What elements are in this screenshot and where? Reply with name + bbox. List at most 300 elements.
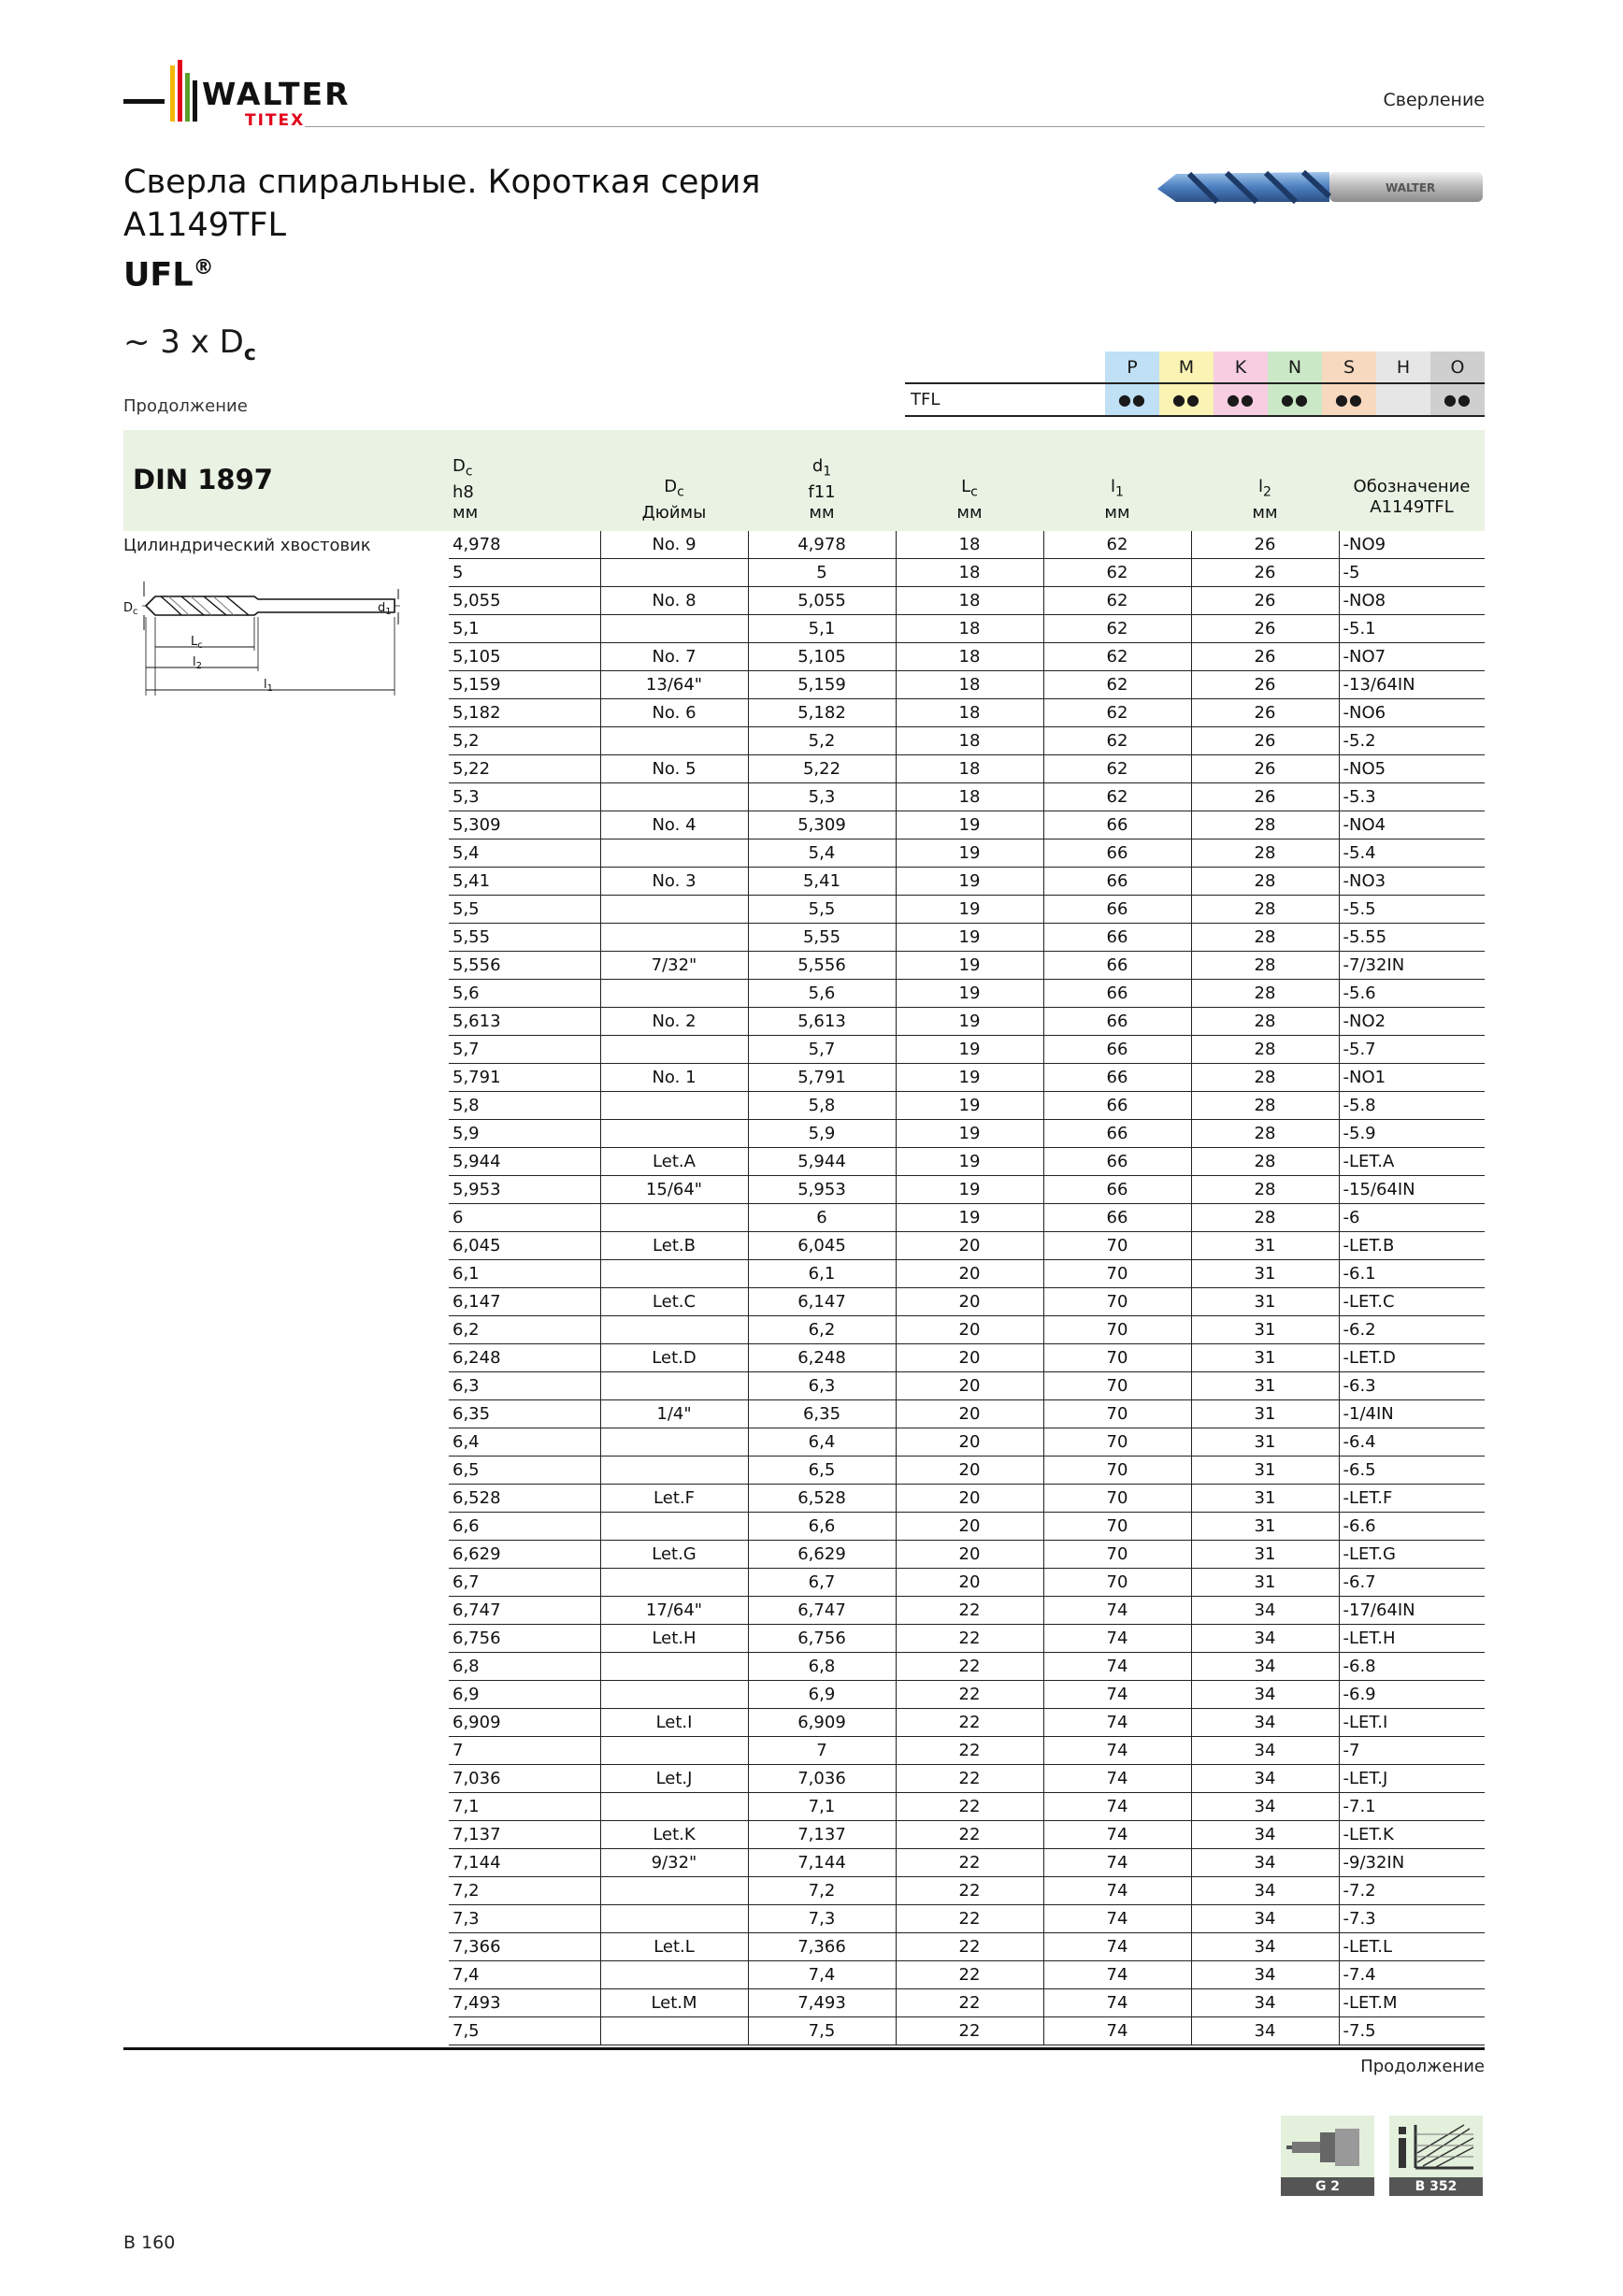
material-rating-p: ●● — [1105, 383, 1159, 416]
table-cell: 22 — [896, 1597, 1043, 1625]
table-cell: 74 — [1043, 1625, 1191, 1653]
table-row — [449, 1821, 1485, 1849]
table-cell: 62 — [1043, 699, 1191, 727]
table-cell — [600, 615, 748, 643]
table-cell: 34 — [1191, 1849, 1339, 1877]
table-cell: -5 — [1339, 559, 1485, 587]
table-cell: 31 — [1191, 1316, 1339, 1344]
table-cell: 5,953 — [748, 1176, 896, 1204]
table-cell: 74 — [1043, 1961, 1191, 1989]
table-cell: 6 — [449, 1204, 600, 1232]
tool-holder-icon[interactable] — [1281, 2116, 1374, 2196]
title-line-1: Сверла спиральные. Короткая серия — [123, 164, 761, 201]
table-cell: 34 — [1191, 1653, 1339, 1681]
table-cell: 5,6 — [748, 980, 896, 1008]
table-cell: 4,978 — [748, 531, 896, 559]
table-cell: 6,756 — [748, 1625, 896, 1653]
table-cell: 5,9 — [449, 1120, 600, 1148]
table-cell: 6,7 — [748, 1569, 896, 1597]
table-cell: 6,7 — [449, 1569, 600, 1597]
table-cell: 6,045 — [748, 1232, 896, 1260]
table-cell: -NO6 — [1339, 699, 1485, 727]
table-cell: 31 — [1191, 1400, 1339, 1428]
header-lc: $L_c$ мм — [956, 477, 983, 523]
table-row — [449, 1653, 1485, 1681]
table-cell: 6,35 — [449, 1400, 600, 1428]
table-cell: 18 — [896, 727, 1043, 755]
table-cell: 66 — [1043, 1008, 1191, 1036]
table-row — [449, 952, 1485, 980]
table-row — [449, 839, 1485, 868]
material-rating-k: ●● — [1214, 383, 1268, 416]
ref-code-g2: G 2 — [1281, 2177, 1374, 2196]
table-cell — [600, 1120, 748, 1148]
table-cell: 74 — [1043, 1849, 1191, 1877]
table-cell: -5.1 — [1339, 615, 1485, 643]
table-cell: 66 — [1043, 1148, 1191, 1176]
table-cell: 31 — [1191, 1541, 1339, 1569]
table-cell: 22 — [896, 1625, 1043, 1653]
table-cell: 6,756 — [449, 1625, 600, 1653]
material-rating-h — [1376, 383, 1430, 416]
table-row — [449, 1036, 1485, 1064]
table-cell: 28 — [1191, 868, 1339, 896]
table-cell: 19 — [896, 924, 1043, 952]
table-cell: 70 — [1043, 1485, 1191, 1513]
table-cell: 20 — [896, 1457, 1043, 1485]
table-cell: No. 8 — [600, 587, 748, 615]
table-cell: 20 — [896, 1513, 1043, 1541]
table-cell: -NO4 — [1339, 811, 1485, 839]
material-rating-n: ●● — [1268, 383, 1322, 416]
table-cell: 66 — [1043, 896, 1191, 924]
table-cell — [600, 1457, 748, 1485]
table-cell: 6,2 — [449, 1316, 600, 1344]
header-l1: $l_1$ мм — [1104, 477, 1130, 523]
material-group-p: P — [1105, 352, 1159, 383]
table-cell: Let.H — [600, 1625, 748, 1653]
table-cell: 31 — [1191, 1513, 1339, 1541]
table-row — [449, 1176, 1485, 1204]
table-cell: 22 — [896, 1989, 1043, 2017]
table-cell: 6,747 — [748, 1597, 896, 1625]
table-cell: 6,909 — [748, 1709, 896, 1737]
table-cell: 5,159 — [449, 671, 600, 699]
table-cell: 7,5 — [449, 2017, 600, 2045]
table-cell: 20 — [896, 1288, 1043, 1316]
table-cell: 66 — [1043, 1204, 1191, 1232]
table-row — [449, 1120, 1485, 1148]
table-row — [449, 1204, 1485, 1232]
table-cell: 7,036 — [449, 1765, 600, 1793]
table-cell: 6,8 — [748, 1653, 896, 1681]
table-cell — [600, 1372, 748, 1400]
table-cell: 20 — [896, 1400, 1043, 1428]
table-cell: -NO7 — [1339, 643, 1485, 671]
table-cell: 22 — [896, 1709, 1043, 1737]
table-cell: 7,493 — [449, 1989, 600, 2017]
table-cell: 5,4 — [449, 839, 600, 868]
table-cell — [600, 2017, 748, 2045]
table-cell: 5 — [449, 559, 600, 587]
table-cell: 6,528 — [748, 1485, 896, 1513]
table-cell: -LET.G — [1339, 1541, 1485, 1569]
table-cell: 62 — [1043, 755, 1191, 783]
table-cell: 34 — [1191, 1905, 1339, 1933]
table-row — [449, 1344, 1485, 1372]
table-cell: Let.A — [600, 1148, 748, 1176]
table-cell: 7,3 — [748, 1905, 896, 1933]
table-row — [449, 2017, 1485, 2045]
table-cell: 20 — [896, 1344, 1043, 1372]
table-cell: 6,4 — [449, 1428, 600, 1457]
table-row — [449, 1400, 1485, 1428]
table-cell: No. 7 — [600, 643, 748, 671]
table-cell: 19 — [896, 952, 1043, 980]
table-cell: -6.1 — [1339, 1260, 1485, 1288]
table-cell: 9/32" — [600, 1849, 748, 1877]
table-cell: 70 — [1043, 1288, 1191, 1316]
table-row — [449, 811, 1485, 839]
table-cell — [600, 1961, 748, 1989]
table-cell: 5,105 — [748, 643, 896, 671]
table-cell: 18 — [896, 615, 1043, 643]
material-group-s: S — [1322, 352, 1376, 383]
table-cell — [600, 1681, 748, 1709]
table-cell: 6,4 — [748, 1428, 896, 1457]
table-cell: 62 — [1043, 783, 1191, 811]
table-cell: 20 — [896, 1569, 1043, 1597]
table-cell: 31 — [1191, 1232, 1339, 1260]
table-cell: 5,3 — [748, 783, 896, 811]
table-cell: 6,248 — [748, 1344, 896, 1372]
table-cell — [600, 1877, 748, 1905]
table-cell: 6,528 — [449, 1485, 600, 1513]
table-row — [449, 643, 1485, 671]
table-row — [449, 1485, 1485, 1513]
header-dc-h8: $D_c$ h8 мм — [452, 456, 479, 523]
table-cell: 6,6 — [449, 1513, 600, 1541]
table-row — [449, 783, 1485, 811]
table-cell: 6,6 — [748, 1513, 896, 1541]
table-cell: 31 — [1191, 1344, 1339, 1372]
table-row — [449, 531, 1485, 559]
table-cell: -7.3 — [1339, 1905, 1485, 1933]
table-cell: -6.3 — [1339, 1372, 1485, 1400]
table-row — [449, 1961, 1485, 1989]
table-cell: -6.4 — [1339, 1428, 1485, 1457]
table-cell: 5,5 — [748, 896, 896, 924]
table-cell: 19 — [896, 1176, 1043, 1204]
table-cell: -NO3 — [1339, 868, 1485, 896]
table-cell: 19 — [896, 868, 1043, 896]
table-cell — [600, 1260, 748, 1288]
table-row — [449, 1260, 1485, 1288]
table-cell: -6.7 — [1339, 1569, 1485, 1597]
table-cell — [600, 727, 748, 755]
table-cell: 7,2 — [449, 1877, 600, 1905]
table-cell: 7,144 — [449, 1849, 600, 1877]
table-cell: -LET.D — [1339, 1344, 1485, 1372]
info-chart-icon[interactable] — [1389, 2116, 1483, 2196]
table-row — [449, 727, 1485, 755]
table-cell: 66 — [1043, 1036, 1191, 1064]
table-cell: 5,4 — [748, 839, 896, 868]
table-cell: 20 — [896, 1372, 1043, 1400]
table-cell: 31 — [1191, 1260, 1339, 1288]
section-name: Сверление — [1383, 90, 1485, 110]
table-cell: 18 — [896, 755, 1043, 783]
table-cell: 5,309 — [748, 811, 896, 839]
table-cell: 6,147 — [748, 1288, 896, 1316]
table-row — [449, 980, 1485, 1008]
table-cell: 7,3 — [449, 1905, 600, 1933]
table-cell: 74 — [1043, 1597, 1191, 1625]
table-cell: 18 — [896, 559, 1043, 587]
table-cell: No. 9 — [600, 531, 748, 559]
table-cell: 5,41 — [748, 868, 896, 896]
table-cell: -7.5 — [1339, 2017, 1485, 2045]
table-cell: 62 — [1043, 615, 1191, 643]
table-cell: 74 — [1043, 1989, 1191, 2017]
table-cell: 70 — [1043, 1400, 1191, 1428]
table-cell: 5,556 — [449, 952, 600, 980]
table-cell: 5,22 — [748, 755, 896, 783]
table-cell: Let.F — [600, 1485, 748, 1513]
table-cell: 22 — [896, 1793, 1043, 1821]
table-cell: 66 — [1043, 839, 1191, 868]
table-cell: 66 — [1043, 1092, 1191, 1120]
table-cell: 5,055 — [748, 587, 896, 615]
table-cell: -5.6 — [1339, 980, 1485, 1008]
table-cell: 28 — [1191, 1176, 1339, 1204]
table-cell: -15/64IN — [1339, 1176, 1485, 1204]
table-cell: 1/4" — [600, 1400, 748, 1428]
table-cell: 28 — [1191, 1008, 1339, 1036]
table-cell: 22 — [896, 1933, 1043, 1961]
header-d1: $d_1$ f11 мм — [808, 456, 836, 523]
table-cell: 7,036 — [748, 1765, 896, 1793]
diagram-dc-label: $D_c$ — [123, 601, 138, 617]
table-cell: 19 — [896, 811, 1043, 839]
table-cell: 22 — [896, 1765, 1043, 1793]
table-cell: -LET.L — [1339, 1933, 1485, 1961]
table-cell: 5,791 — [449, 1064, 600, 1092]
table-cell: 15/64" — [600, 1176, 748, 1204]
table-cell: -7.4 — [1339, 1961, 1485, 1989]
table-cell: 20 — [896, 1316, 1043, 1344]
table-cell: 7,5 — [748, 2017, 896, 2045]
header-l2: $l_2$ мм — [1252, 477, 1278, 523]
table-cell: -9/32IN — [1339, 1849, 1485, 1877]
table-row — [449, 896, 1485, 924]
table-cell: 28 — [1191, 924, 1339, 952]
table-cell — [600, 1513, 748, 1541]
table-row — [449, 924, 1485, 952]
table-cell: 5,41 — [449, 868, 600, 896]
diagram-l1-label: $l_1$ — [264, 678, 273, 694]
table-cell: 19 — [896, 1092, 1043, 1120]
ref-code-b352: B 352 — [1389, 2177, 1483, 2196]
table-cell: 74 — [1043, 1933, 1191, 1961]
table-cell — [600, 924, 748, 952]
table-cell: 31 — [1191, 1457, 1339, 1485]
table-cell: 28 — [1191, 1064, 1339, 1092]
header-rule — [305, 126, 1485, 127]
table-cell: 18 — [896, 587, 1043, 615]
table-cell: 26 — [1191, 699, 1339, 727]
table-cell: 6,3 — [449, 1372, 600, 1400]
table-row — [449, 1513, 1485, 1541]
table-cell: 34 — [1191, 1681, 1339, 1709]
table-cell: 26 — [1191, 755, 1339, 783]
table-cell: 5,182 — [748, 699, 896, 727]
table-cell: 19 — [896, 839, 1043, 868]
table-row — [449, 671, 1485, 699]
table-cell: 28 — [1191, 1036, 1339, 1064]
din-standard: DIN 1897 — [133, 464, 273, 495]
page-title — [123, 161, 760, 297]
table-cell: 22 — [896, 2017, 1043, 2045]
table-cell: 7,366 — [449, 1933, 600, 1961]
table-cell: 22 — [896, 1681, 1043, 1709]
table-cell: 70 — [1043, 1428, 1191, 1457]
table-cell: -LET.H — [1339, 1625, 1485, 1653]
table-cell: -NO1 — [1339, 1064, 1485, 1092]
table-cell: 26 — [1191, 587, 1339, 615]
table-cell: No. 1 — [600, 1064, 748, 1092]
material-group-k: K — [1214, 352, 1268, 383]
drill-product-image — [1152, 163, 1487, 213]
table-cell: 7/32" — [600, 952, 748, 980]
table-cell: 62 — [1043, 671, 1191, 699]
table-cell: 19 — [896, 1008, 1043, 1036]
table-cell: No. 5 — [600, 755, 748, 783]
table-cell — [600, 1653, 748, 1681]
table-cell: -7.1 — [1339, 1793, 1485, 1821]
material-rating-o: ●● — [1430, 383, 1485, 416]
table-cell: 6,045 — [449, 1232, 600, 1260]
table-cell: No. 4 — [600, 811, 748, 839]
table-cell: 31 — [1191, 1288, 1339, 1316]
table-cell: 6,35 — [748, 1400, 896, 1428]
table-cell: 19 — [896, 1036, 1043, 1064]
table-cell: 28 — [1191, 1148, 1339, 1176]
table-cell: 28 — [1191, 1120, 1339, 1148]
table-cell: 18 — [896, 783, 1043, 811]
table-cell: Let.B — [600, 1232, 748, 1260]
table-cell: 28 — [1191, 1092, 1339, 1120]
material-group-m: M — [1159, 352, 1214, 383]
table-cell: -LET.B — [1339, 1232, 1485, 1260]
table-cell — [600, 839, 748, 868]
table-cell: 5 — [748, 559, 896, 587]
table-cell: -5.7 — [1339, 1036, 1485, 1064]
table-cell: 20 — [896, 1428, 1043, 1457]
table-cell: -17/64IN — [1339, 1597, 1485, 1625]
table-cell: 34 — [1191, 1709, 1339, 1737]
table-cell: 5,944 — [449, 1148, 600, 1176]
table-cell: 74 — [1043, 1821, 1191, 1849]
table-cell: 20 — [896, 1260, 1043, 1288]
table-cell: -NO5 — [1339, 755, 1485, 783]
table-cell: 26 — [1191, 783, 1339, 811]
table-cell: 31 — [1191, 1428, 1339, 1457]
table-cell: 5,8 — [748, 1092, 896, 1120]
table-row — [449, 1316, 1485, 1344]
table-cell: -NO9 — [1339, 531, 1485, 559]
table-cell: Let.K — [600, 1821, 748, 1849]
table-row — [449, 1541, 1485, 1569]
table-cell: 31 — [1191, 1372, 1339, 1400]
page-number: B 160 — [123, 2232, 176, 2253]
table-cell: 6,8 — [449, 1653, 600, 1681]
table-cell: -6 — [1339, 1204, 1485, 1232]
table-cell: 70 — [1043, 1316, 1191, 1344]
table-cell: -LET.C — [1339, 1288, 1485, 1316]
table-cell: 6,909 — [449, 1709, 600, 1737]
table-cell: -LET.M — [1339, 1989, 1485, 2017]
table-cell: -5.4 — [1339, 839, 1485, 868]
material-group-h: H — [1376, 352, 1430, 383]
table-cell: 66 — [1043, 1064, 1191, 1092]
table-cell: 18 — [896, 643, 1043, 671]
table-cell: 5,105 — [449, 643, 600, 671]
material-group-grid — [905, 352, 1485, 417]
table-cell: 62 — [1043, 531, 1191, 559]
table-cell: 5,613 — [449, 1008, 600, 1036]
table-row — [449, 699, 1485, 727]
table-cell: 6,1 — [748, 1260, 896, 1288]
table-cell: 7,137 — [449, 1821, 600, 1849]
material-rating-s: ●● — [1322, 383, 1376, 416]
table-cell: -6.8 — [1339, 1653, 1485, 1681]
table-cell: 66 — [1043, 924, 1191, 952]
table-cell: 20 — [896, 1232, 1043, 1260]
table-cell: 6 — [748, 1204, 896, 1232]
table-cell: 5,7 — [449, 1036, 600, 1064]
table-cell: 5,556 — [748, 952, 896, 980]
table-cell: -LET.F — [1339, 1485, 1485, 1513]
table-row — [449, 587, 1485, 615]
table-row — [449, 1428, 1485, 1457]
table-cell: 28 — [1191, 896, 1339, 924]
table-cell: 5,944 — [748, 1148, 896, 1176]
table-cell: -LET.K — [1339, 1821, 1485, 1849]
table-cell: 22 — [896, 1877, 1043, 1905]
table-cell: 7,1 — [748, 1793, 896, 1821]
drill-size-table — [449, 531, 1485, 2045]
title-line-3: UFL® — [123, 256, 214, 294]
table-row — [449, 1457, 1485, 1485]
table-cell: 34 — [1191, 1961, 1339, 1989]
table-cell: 7 — [748, 1737, 896, 1765]
table-row — [449, 1793, 1485, 1821]
header-dc-inch: $D_c$ Дюймы — [641, 477, 707, 523]
table-cell: 6,5 — [449, 1457, 600, 1485]
table-row — [449, 1737, 1485, 1765]
continued-label-top: Продолжение — [123, 396, 248, 416]
table-cell — [600, 1793, 748, 1821]
table-cell: 74 — [1043, 1793, 1191, 1821]
logo-sub-text: TITEX — [245, 111, 306, 130]
diagram-d1-label: $d_1$ — [378, 601, 392, 617]
table-cell: 28 — [1191, 1204, 1339, 1232]
table-cell: -5.55 — [1339, 924, 1485, 952]
table-cell: 74 — [1043, 1653, 1191, 1681]
table-cell: 62 — [1043, 727, 1191, 755]
table-cell — [600, 1204, 748, 1232]
